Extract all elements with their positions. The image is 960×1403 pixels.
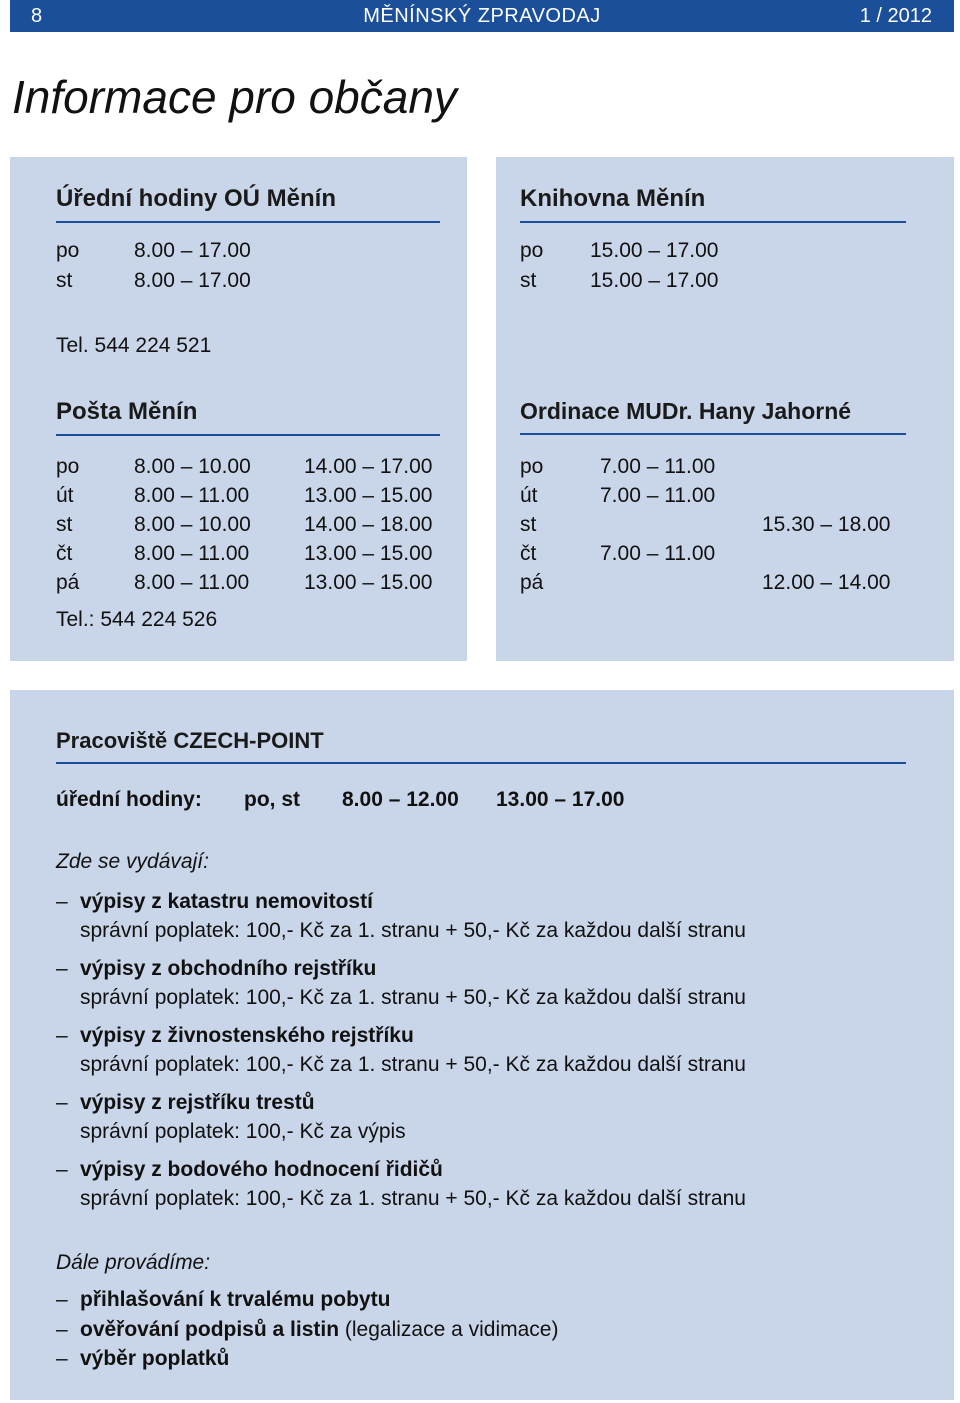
dash: – <box>56 1318 68 1341</box>
post-afternoon: 13.00 – 15.00 <box>304 484 433 507</box>
post-afternoon: 13.00 – 15.00 <box>304 571 433 594</box>
dash: – <box>56 1024 68 1047</box>
dash: – <box>56 1347 68 1370</box>
post-phone: Tel.: 544 224 526 <box>56 608 218 631</box>
also-label: Dále provádíme: <box>56 1251 211 1274</box>
publication-title: MĚNÍNSKÝ ZPRAVODAJ <box>363 5 601 27</box>
hours-label: úřední hodiny: <box>56 788 202 811</box>
library-day: st <box>520 269 537 292</box>
post-morning: 8.00 – 10.00 <box>134 455 251 478</box>
service-fee: správní poplatek: 100,- Kč za 1. stranu + 50,- Kč za každou další stranu <box>80 1053 746 1076</box>
hours-morning: 8.00 – 12.00 <box>342 788 459 811</box>
ou-phone: Tel. 544 224 521 <box>56 334 212 357</box>
service-fee: správní poplatek: 100,- Kč za 1. stranu + 50,- Kč za každou další stranu <box>80 1187 746 1210</box>
post-afternoon: 14.00 – 18.00 <box>304 513 433 536</box>
box-office-and-post <box>10 157 467 661</box>
doctor-day: út <box>520 484 538 507</box>
ou-day: st <box>56 269 73 292</box>
doctor-morning: 7.00 – 11.00 <box>600 455 716 478</box>
also-item-bold: ověřování podpisů a listin <box>80 1318 340 1341</box>
doctor-morning: 7.00 – 11.00 <box>600 542 716 565</box>
also-item-normal: (legalizace a vidimace) <box>339 1318 559 1341</box>
post-morning: 8.00 – 11.00 <box>134 484 250 507</box>
issued-label: Zde se vydávají: <box>56 850 209 873</box>
post-day: pá <box>56 571 80 594</box>
doctor-day: st <box>520 513 537 536</box>
also-item-bold: výběr poplatků <box>80 1347 230 1370</box>
issue-number: 1 / 2012 <box>859 5 932 27</box>
post-office-heading: Pošta Měnín <box>56 398 440 436</box>
service-title: výpisy z rejstříku trestů <box>80 1091 315 1114</box>
post-morning: 8.00 – 11.00 <box>134 571 250 594</box>
doctor-morning: 7.00 – 11.00 <box>600 484 716 507</box>
also-item <box>80 1318 558 1342</box>
doctor-day: po <box>520 455 544 478</box>
service-fee: správní poplatek: 100,- Kč za 1. stranu + 50,- Kč za každou další stranu <box>80 919 746 942</box>
ou-office-heading: Úřední hodiny OÚ Měnín <box>56 185 440 223</box>
dash: – <box>56 1158 68 1181</box>
doctor-day: čt <box>520 542 537 565</box>
service-fee: správní poplatek: 100,- Kč za 1. stranu + 50,- Kč za každou další stranu <box>80 986 746 1009</box>
czech-point-heading: Pracoviště CZECH-POINT <box>56 728 906 764</box>
page-number: 8 <box>31 5 43 27</box>
dash: – <box>56 890 68 913</box>
also-item <box>80 1347 229 1371</box>
post-morning: 8.00 – 11.00 <box>134 542 250 565</box>
library-time: 15.00 – 17.00 <box>590 239 719 262</box>
header-bar <box>10 0 954 32</box>
doctor-afternoon: 15.30 – 18.00 <box>762 513 891 536</box>
post-day: čt <box>56 542 73 565</box>
service-title: výpisy z obchodního rejstříku <box>80 957 377 980</box>
library-day: po <box>520 239 544 262</box>
box-czech-point <box>10 690 954 1400</box>
box-library-and-doctor <box>496 157 954 661</box>
post-day: po <box>56 455 80 478</box>
post-afternoon: 14.00 – 17.00 <box>304 455 433 478</box>
ou-time: 8.00 – 17.00 <box>134 269 251 292</box>
doctor-heading: Ordinace MUDr. Hany Jahorné <box>520 398 906 435</box>
ou-day: po <box>56 239 80 262</box>
service-title: výpisy z živnostenského rejstříku <box>80 1024 414 1047</box>
post-morning: 8.00 – 10.00 <box>134 513 251 536</box>
dash: – <box>56 957 68 980</box>
post-day: út <box>56 484 74 507</box>
library-time: 15.00 – 17.00 <box>590 269 719 292</box>
also-item <box>80 1288 390 1312</box>
page-title: Informace pro občany <box>12 71 457 123</box>
post-day: st <box>56 513 73 536</box>
service-title: výpisy z katastru nemovitostí <box>80 890 373 913</box>
dash: – <box>56 1288 68 1311</box>
hours-days: po, st <box>244 788 300 811</box>
ou-time: 8.00 – 17.00 <box>134 239 251 262</box>
post-afternoon: 13.00 – 15.00 <box>304 542 433 565</box>
doctor-day: pá <box>520 571 544 594</box>
library-heading: Knihovna Měnín <box>520 185 906 223</box>
service-title: výpisy z bodového hodnocení řidičů <box>80 1158 443 1181</box>
doctor-afternoon: 12.00 – 14.00 <box>762 571 891 594</box>
service-fee: správní poplatek: 100,- Kč za výpis <box>80 1120 406 1143</box>
dash: – <box>56 1091 68 1114</box>
hours-afternoon: 13.00 – 17.00 <box>496 788 625 811</box>
also-item-bold: přihlašování k trvalému pobytu <box>80 1288 391 1311</box>
